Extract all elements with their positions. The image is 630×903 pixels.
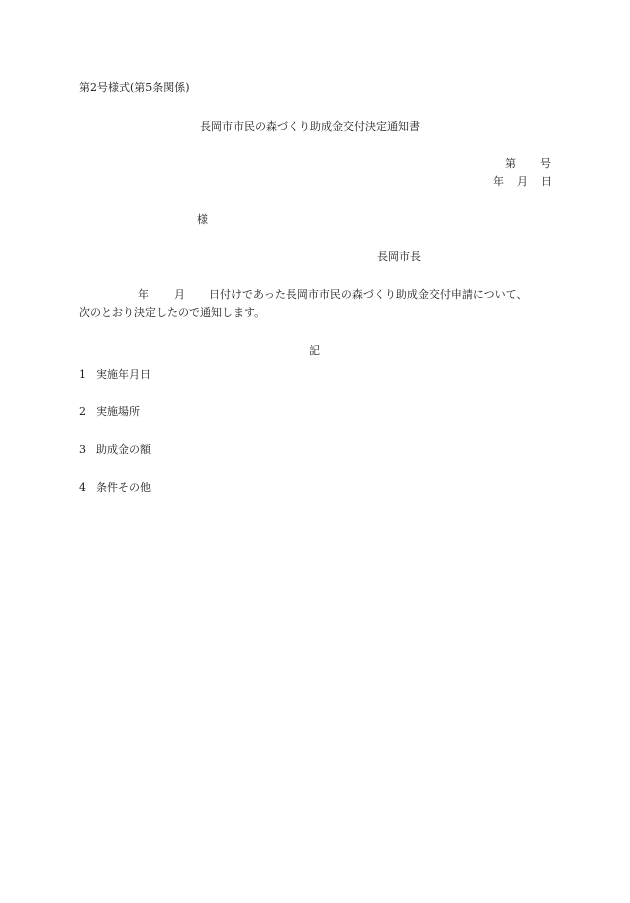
list-item: [79, 368, 151, 382]
sender-name: 長岡市長: [377, 250, 421, 263]
item-label: 条件その他: [96, 481, 151, 494]
body-line2: 次のとおり決定したので通知します。: [79, 306, 266, 319]
date-month-label: 月: [517, 175, 528, 188]
item-number: 3: [79, 443, 86, 456]
body-month-label: 月: [174, 288, 185, 301]
item-label: 実施年月日: [96, 368, 151, 381]
item-number: 1: [79, 368, 86, 381]
body-line1: 日付けであった長岡市市民の森づくり助成金交付申請について、: [209, 288, 528, 301]
list-item: [79, 405, 140, 419]
body-year-label: 年: [138, 288, 149, 301]
item-number: 2: [79, 405, 86, 418]
doc-number-dai: 第: [505, 157, 516, 170]
list-item: [79, 481, 151, 495]
document-title: 長岡市市民の森づくり助成金交付決定通知書: [200, 120, 420, 133]
item-label: 助成金の額: [96, 443, 151, 456]
form-number: 第2号様式(第5条関係): [79, 81, 190, 94]
date-day-label: 日: [541, 175, 552, 188]
list-item: [79, 443, 151, 457]
doc-number-go: 号: [540, 157, 551, 170]
ki-heading: 記: [309, 344, 320, 357]
item-label: 実施場所: [96, 405, 140, 418]
recipient-suffix: 様: [197, 213, 208, 226]
item-number: 4: [79, 481, 86, 494]
date-year-label: 年: [493, 175, 504, 188]
